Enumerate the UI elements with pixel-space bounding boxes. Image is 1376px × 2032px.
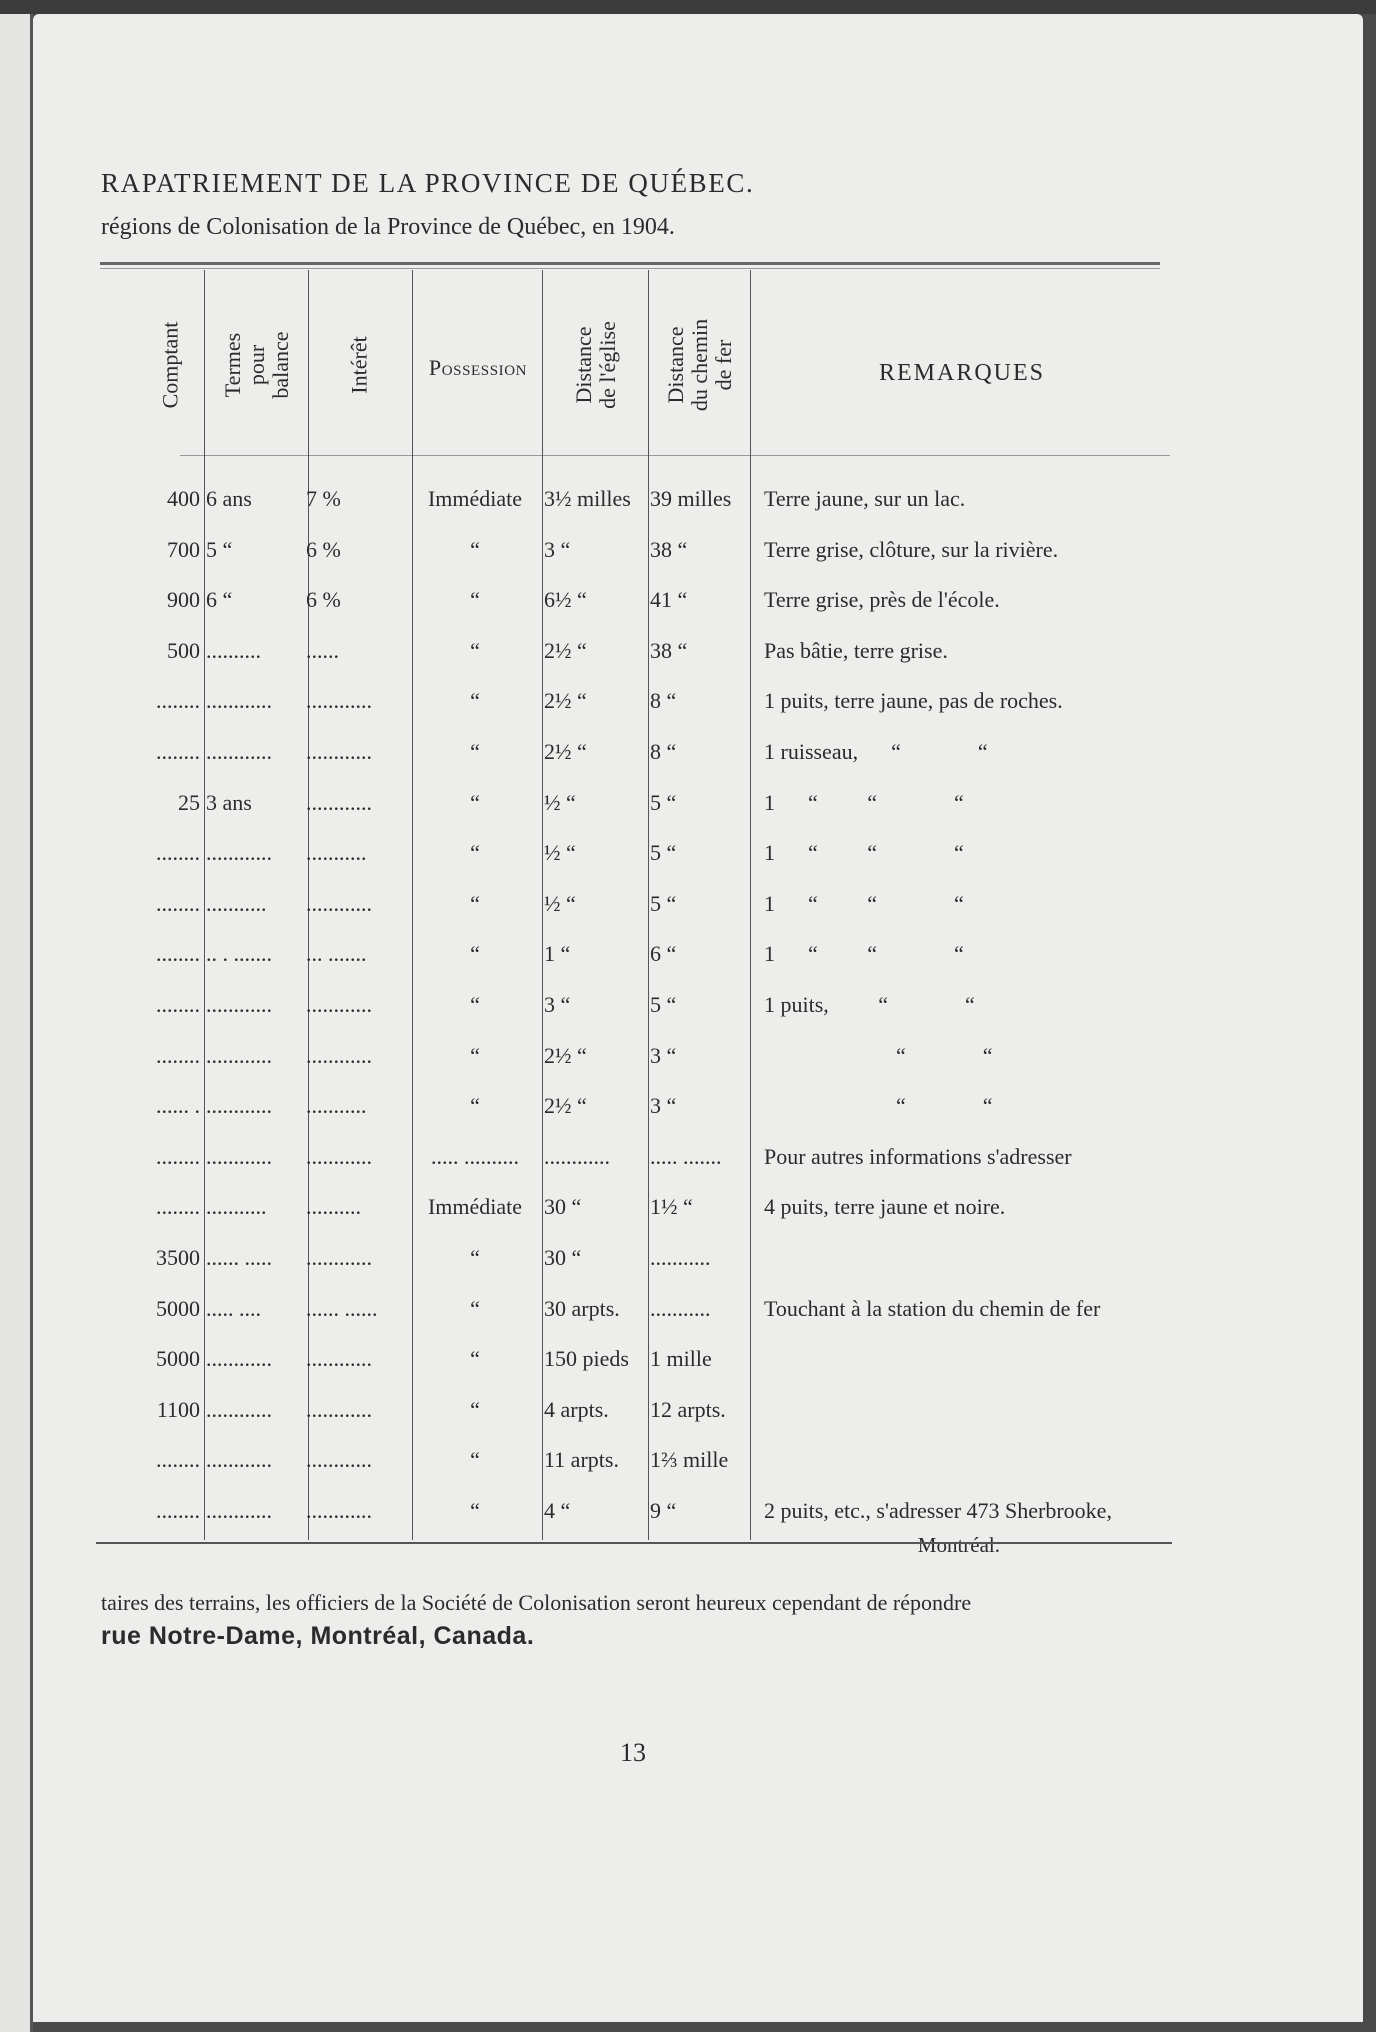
cell-comptant: ...... . bbox=[156, 1093, 200, 1118]
cell-termes: ............ bbox=[206, 1346, 272, 1371]
cell-comptant: 3500 bbox=[156, 1245, 200, 1270]
cell-interet: ............ bbox=[306, 1498, 372, 1523]
cell-distance-eglise: ............ bbox=[544, 1144, 610, 1169]
cell-remarques: Touchant à la station du chemin de fer bbox=[764, 1296, 1101, 1321]
cell-interet: ............ bbox=[306, 790, 372, 815]
cell-termes: ........... bbox=[206, 1194, 267, 1219]
cell-possession: “ bbox=[470, 840, 480, 865]
cell-comptant: ........ bbox=[156, 1498, 200, 1523]
cell-interet: ............ bbox=[306, 1245, 372, 1270]
cell-remarques: Pour autres informations s'adresser bbox=[764, 1144, 1072, 1169]
cell-comptant: 5000 bbox=[156, 1296, 200, 1321]
facing-page-edge bbox=[0, 14, 33, 2032]
cell-termes: ............ bbox=[206, 1397, 272, 1422]
cell-possession: Immédiate bbox=[427, 1194, 523, 1219]
cell-comptant: 400 bbox=[167, 486, 200, 511]
cell-distance-eglise: 6½ “ bbox=[544, 587, 587, 612]
cell-distance-eglise: 3 “ bbox=[544, 537, 571, 562]
cell-distance-chemin: 8 “ bbox=[650, 739, 677, 764]
header-remarques bbox=[754, 275, 1170, 455]
cell-termes: ............ bbox=[206, 688, 272, 713]
table-top-rule bbox=[100, 262, 1160, 265]
cell-remarques: 4 puits, terre jaune et noire. bbox=[764, 1194, 1006, 1219]
cell-remarques: 1 “ “ “ bbox=[764, 840, 964, 865]
cell-interet: 7 % bbox=[306, 486, 341, 511]
cell-interet: ... ....... bbox=[306, 941, 367, 966]
cell-distance-chemin: ..... ....... bbox=[650, 1144, 722, 1169]
cell-termes: ............ bbox=[206, 1043, 272, 1068]
cell-distance-chemin: 38 “ bbox=[650, 638, 688, 663]
cell-interet: ............ bbox=[306, 1346, 372, 1371]
cell-termes: ............ bbox=[206, 840, 272, 865]
cell-remarques: 1 puits, “ “ bbox=[764, 992, 975, 1017]
cell-interet: ............ bbox=[306, 891, 372, 916]
cell-distance-eglise: 2½ “ bbox=[544, 638, 587, 663]
header-possession-label: Possession bbox=[428, 355, 528, 380]
cell-possession: “ bbox=[470, 1043, 480, 1068]
header-distance-eglise bbox=[546, 275, 646, 455]
cell-termes: ..... .... bbox=[206, 1296, 261, 1321]
cell-possession: “ bbox=[470, 1447, 480, 1472]
cell-remarques: 1 ruisseau, “ “ bbox=[764, 739, 988, 764]
column-divider bbox=[750, 270, 751, 1540]
cell-interet: ........... bbox=[306, 840, 367, 865]
cell-comptant: ........ bbox=[156, 688, 200, 713]
cell-distance-chemin: 1½ “ bbox=[650, 1194, 693, 1219]
cell-comptant: ........ bbox=[156, 1043, 200, 1068]
cell-possession: “ bbox=[470, 790, 480, 815]
cell-distance-eglise: ½ “ bbox=[544, 790, 576, 815]
cell-comptant: ........ bbox=[156, 891, 200, 916]
cell-remarques: Terre grise, clôture, sur la rivière. bbox=[764, 537, 1059, 562]
cell-termes: .. . ....... bbox=[206, 941, 272, 966]
header-termes-label: Termes pour balance bbox=[220, 331, 293, 399]
header-comptant-label: Comptant bbox=[157, 321, 182, 409]
cell-interet: ............ bbox=[306, 688, 372, 713]
cell-possession: “ bbox=[470, 1346, 480, 1371]
cell-interet: ............ bbox=[306, 1144, 372, 1169]
cell-distance-chemin: 8 “ bbox=[650, 688, 677, 713]
cell-interet: ............ bbox=[306, 1397, 372, 1422]
cell-interet: ........... bbox=[306, 1093, 367, 1118]
table-bottom-rule bbox=[96, 1542, 1172, 1544]
cell-remarques: 1 “ “ “ bbox=[764, 891, 964, 916]
cell-remarques: Terre grise, près de l'école. bbox=[764, 587, 1000, 612]
cell-possession: Immédiate bbox=[427, 486, 523, 511]
cell-interet: ............ bbox=[306, 739, 372, 764]
cell-termes: ............ bbox=[206, 1093, 272, 1118]
column-divider bbox=[648, 270, 649, 1540]
cell-termes: 5 “ bbox=[206, 537, 233, 562]
header-termes bbox=[210, 275, 304, 455]
cell-termes: 6 “ bbox=[206, 587, 233, 612]
cell-remarques: 2 puits, etc., s'adresser 473 Sherbrooke, bbox=[764, 1498, 1112, 1523]
window-top-bar bbox=[0, 0, 1376, 14]
column-divider bbox=[542, 270, 543, 1540]
cell-distance-eglise: 1 “ bbox=[544, 941, 571, 966]
cell-termes: 3 ans bbox=[206, 790, 252, 815]
cell-interet: ...... ...... bbox=[306, 1296, 378, 1321]
cell-remarques: 1 “ “ “ bbox=[764, 790, 964, 815]
cell-termes: ............ bbox=[206, 992, 272, 1017]
cell-distance-chemin: ........... bbox=[650, 1296, 711, 1321]
header-distance-chemin-label: Distance du chemin de fer bbox=[663, 318, 736, 412]
column-divider bbox=[204, 270, 205, 1540]
cell-remarques: “ “ bbox=[764, 1043, 993, 1068]
cell-termes: .......... bbox=[206, 638, 261, 663]
cell-comptant: 25 bbox=[178, 790, 200, 815]
cell-distance-chemin: 5 “ bbox=[650, 891, 677, 916]
cell-comptant: ........ bbox=[156, 941, 200, 966]
page-subtitle: régions de Colonisation de la Province de Québec, en 1904. bbox=[101, 214, 675, 240]
header-interet bbox=[312, 275, 408, 455]
cell-distance-chemin: 38 “ bbox=[650, 537, 688, 562]
cell-remarques: Terre jaune, sur un lac. bbox=[764, 486, 966, 511]
cell-possession: “ bbox=[470, 587, 480, 612]
cell-interet: ............ bbox=[306, 1447, 372, 1472]
cell-possession: “ bbox=[470, 537, 480, 562]
cell-termes: ........... bbox=[206, 891, 267, 916]
cell-remarques: 1 “ “ “ bbox=[764, 941, 964, 966]
cell-comptant: 1100 bbox=[156, 1397, 200, 1422]
cell-distance-chemin: 9 “ bbox=[650, 1498, 677, 1523]
page-title: RAPATRIEMENT DE LA PROVINCE DE QUÉBEC. bbox=[101, 168, 755, 198]
cell-interet: ............ bbox=[306, 992, 372, 1017]
cell-interet: ...... bbox=[306, 638, 339, 663]
cell-possession: “ bbox=[470, 1296, 480, 1321]
cell-distance-eglise: 2½ “ bbox=[544, 1093, 587, 1118]
cell-termes: ............ bbox=[206, 1447, 272, 1472]
header-distance-chemin bbox=[652, 275, 748, 455]
cell-possession: “ bbox=[470, 1397, 480, 1422]
cell-distance-chemin: 6 “ bbox=[650, 941, 677, 966]
cell-possession: “ bbox=[470, 891, 480, 916]
cell-distance-chemin: 39 milles bbox=[650, 486, 732, 511]
cell-distance-eglise: 2½ “ bbox=[544, 739, 587, 764]
cell-remarques: “ “ bbox=[764, 1093, 993, 1118]
cell-interet: ............ bbox=[306, 1043, 372, 1068]
header-comptant bbox=[140, 275, 200, 455]
cell-comptant: ........ bbox=[156, 739, 200, 764]
cell-possession: “ bbox=[470, 992, 480, 1017]
footer-text-line-1: taires des terrains, les officiers de la Société de Colonisation seront heureux cependant de répondre bbox=[101, 1590, 972, 1615]
cell-possession: “ bbox=[470, 688, 480, 713]
cell-distance-chemin: 5 “ bbox=[650, 992, 677, 1017]
cell-interet: 6 % bbox=[306, 587, 341, 612]
cell-distance-chemin: 1⅔ mille bbox=[650, 1447, 729, 1472]
cell-distance-eglise: 30 “ bbox=[544, 1194, 582, 1219]
cell-distance-chemin: 41 “ bbox=[650, 587, 688, 612]
cell-possession: “ bbox=[470, 1093, 480, 1118]
cell-comptant: 900 bbox=[167, 587, 200, 612]
cell-distance-eglise: ½ “ bbox=[544, 891, 576, 916]
header-remarques-label: REMARQUES bbox=[878, 360, 1046, 386]
header-distance-eglise-label: Distance de l'église bbox=[571, 321, 620, 409]
header-separator bbox=[180, 455, 1170, 456]
cell-distance-eglise: 4 arpts. bbox=[544, 1397, 609, 1422]
cell-distance-chemin: 12 arpts. bbox=[650, 1397, 726, 1422]
cell-comptant: 700 bbox=[167, 537, 200, 562]
cell-distance-chemin: 5 “ bbox=[650, 840, 677, 865]
cell-distance-eglise: 30 arpts. bbox=[544, 1296, 620, 1321]
cell-distance-chemin: 3 “ bbox=[650, 1093, 677, 1118]
cell-distance-eglise: 150 pieds bbox=[544, 1346, 629, 1371]
cell-distance-eglise: 11 arpts. bbox=[544, 1447, 619, 1472]
cell-comptant: ........ bbox=[156, 840, 200, 865]
cell-interet: .......... bbox=[306, 1194, 361, 1219]
cell-distance-eglise: 2½ “ bbox=[544, 1043, 587, 1068]
cell-possession: “ bbox=[470, 638, 480, 663]
cell-comptant: 5000 bbox=[156, 1346, 200, 1371]
cell-termes: ...... ..... bbox=[206, 1245, 272, 1270]
header-interet-label: Intérêt bbox=[347, 336, 372, 394]
header-possession bbox=[414, 275, 542, 455]
cell-distance-chemin: 3 “ bbox=[650, 1043, 677, 1068]
cell-distance-eglise: 2½ “ bbox=[544, 688, 587, 713]
cell-distance-chemin: ........... bbox=[650, 1245, 711, 1270]
cell-distance-eglise: 30 “ bbox=[544, 1245, 582, 1270]
cell-distance-chemin: 5 “ bbox=[650, 790, 677, 815]
cell-distance-eglise: 4 “ bbox=[544, 1498, 571, 1523]
cell-termes: 6 ans bbox=[206, 486, 252, 511]
last-remark-continuation: Montréal. bbox=[917, 1533, 1000, 1557]
cell-remarques: 1 puits, terre jaune, pas de roches. bbox=[764, 688, 1063, 713]
cell-comptant: ........ bbox=[156, 992, 200, 1017]
cell-distance-eglise: ½ “ bbox=[544, 840, 576, 865]
page-number: 13 bbox=[620, 1738, 646, 1767]
cell-remarques: Pas bâtie, terre grise. bbox=[764, 638, 948, 663]
footer-text-line-2: rue Notre-Dame, Montréal, Canada. bbox=[101, 1622, 535, 1650]
cell-interet: 6 % bbox=[306, 537, 341, 562]
cell-possession: “ bbox=[470, 1498, 480, 1523]
cell-possession: ..... .......... bbox=[431, 1144, 519, 1169]
table-top-rule-thin bbox=[100, 268, 1160, 269]
cell-comptant: ........ bbox=[156, 1194, 200, 1219]
cell-distance-eglise: 3 “ bbox=[544, 992, 571, 1017]
cell-comptant: 500 bbox=[167, 638, 200, 663]
cell-possession: “ bbox=[470, 941, 480, 966]
cell-comptant: ........ bbox=[156, 1144, 200, 1169]
cell-distance-chemin: 1 mille bbox=[650, 1346, 712, 1371]
cell-termes: ............ bbox=[206, 739, 272, 764]
cell-possession: “ bbox=[470, 1245, 480, 1270]
cell-termes: ............ bbox=[206, 1498, 272, 1523]
cell-comptant: ........ bbox=[156, 1447, 200, 1472]
cell-distance-eglise: 3½ milles bbox=[544, 486, 631, 511]
cell-possession: “ bbox=[470, 739, 480, 764]
cell-termes: ............ bbox=[206, 1144, 272, 1169]
